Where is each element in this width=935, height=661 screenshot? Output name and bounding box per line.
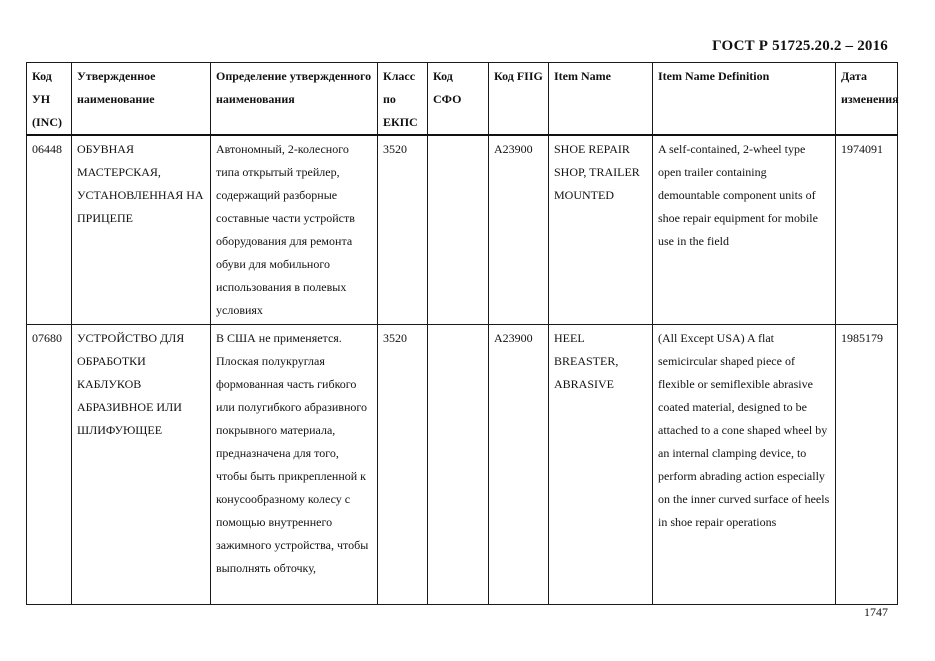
cell-date: 1985179	[836, 324, 898, 604]
cell-definition: Автономный, 2-колесного типа открытый трейлер, содержащий разборные составные части устройств оборудования для ремонта обуви для мобильного использования в полевых условиях	[211, 135, 378, 324]
catalog-table	[26, 62, 898, 605]
col-header-class: Класс по ЕКПС	[378, 63, 428, 136]
col-header-approved-name: Утвержденное наименование	[72, 63, 211, 136]
cell-sfo	[428, 135, 489, 324]
document-standard-number: ГОСТ Р 51725.20.2 – 2016	[712, 38, 888, 54]
cell-approved-name: УСТРОЙСТВО ДЛЯ ОБРАБОТКИ КАБЛУКОВ АБРАЗИВНОЕ ИЛИ ШЛИФУЮЩЕЕ	[72, 324, 211, 604]
page-number: 1747	[864, 605, 888, 619]
cell-date: 1974091	[836, 135, 898, 324]
cell-approved-name: ОБУВНАЯ МАСТЕРСКАЯ, УСТАНОВЛЕННАЯ НА ПРИЦЕПЕ	[72, 135, 211, 324]
col-header-definition: Определение утвержденного наименования	[211, 63, 378, 136]
cell-definition: В США не применяется. Плоская полукруглая формованная часть гибкого или полугибкого абразивного покрывного материала, предназначена для того, чтобы быть прикрепленной к конусообразному колесу с помощью внутреннего зажимного устройства, чтобы выполнять обточку,	[211, 324, 378, 604]
cell-item-definition: A self-contained, 2-wheel type open trailer containing demountable component units of shoe repair equipment for mobile use in the field	[653, 135, 836, 324]
table-header-row	[27, 63, 898, 136]
cell-class: 3520	[378, 135, 428, 324]
col-header-date: Дата изменения	[836, 63, 898, 136]
col-header-item-name: Item Name	[549, 63, 653, 136]
cell-sfo	[428, 324, 489, 604]
cell-inc: 06448	[27, 135, 72, 324]
cell-item-name: HEEL BREASTER, ABRASIVE	[549, 324, 653, 604]
cell-item-definition: (All Except USA) A flat semicircular shaped piece of flexible or semiflexible abrasive coated material, designed to be attached to a cone shaped wheel by an internal clamping device, to perform abrading action especially on the inner curved surface of heels in shoe repair operations	[653, 324, 836, 604]
table-row	[27, 135, 898, 324]
cell-class: 3520	[378, 324, 428, 604]
cell-item-name: SHOE REPAIR SHOP, TRAILER MOUNTED	[549, 135, 653, 324]
col-header-sfo: Код СФО	[428, 63, 489, 136]
col-header-fiig: Код FIIG	[489, 63, 549, 136]
cell-fiig: A23900	[489, 135, 549, 324]
cell-inc: 07680	[27, 324, 72, 604]
col-header-inc: Код УН (INC)	[27, 63, 72, 136]
cell-fiig: A23900	[489, 324, 549, 604]
table-row	[27, 324, 898, 604]
col-header-item-definition: Item Name Definition	[653, 63, 836, 136]
